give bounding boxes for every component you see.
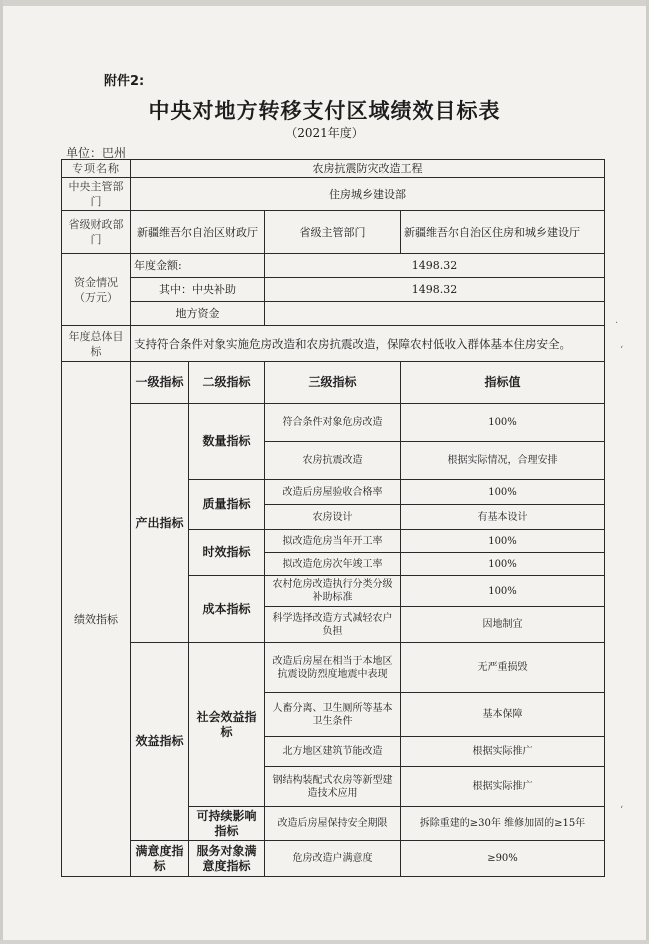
unit-label: 单位：巴州 (66, 146, 127, 160)
indicator-value: 拆除重建的≥30年 维修加固的≥15年 (401, 807, 605, 841)
col-header-level2: 二级指标 (189, 362, 265, 404)
central-dept-label: 中央主管部门 (62, 178, 131, 211)
indicator-name: 农房抗震改造 (265, 442, 401, 480)
indicator-value: 基本保障 (401, 693, 605, 737)
sustainable-impact-indicator-label: 可持续影响指标 (189, 807, 265, 841)
prov-dept-value: 新疆维吾尔自治区住房和城乡建设厅 (401, 211, 605, 254)
scan-edge-bottom (0, 940, 649, 944)
central-subsidy-value: 1498.32 (265, 278, 605, 302)
funds-label: 资金情况（万元） (62, 254, 131, 326)
indicator-name: 改造后房屋在相当于本地区抗震设防烈度地震中表现 (265, 643, 401, 693)
annual-amount-value: 1498.32 (265, 254, 605, 278)
prov-finance-value: 新疆维吾尔自治区财政厅 (131, 211, 265, 254)
output-indicator-label: 产出指标 (131, 404, 189, 643)
col-header-value: 指标值 (401, 362, 605, 404)
performance-label: 绩效指标 (62, 362, 131, 877)
central-subsidy-label: 其中：中央补助 (131, 278, 265, 302)
indicator-name: 农房设计 (265, 505, 401, 530)
prov-dept-label: 省级主管部门 (265, 211, 401, 254)
annual-amount-label: 年度金额: (131, 254, 265, 278)
indicator-name: 符合条件对象危房改造 (265, 404, 401, 442)
scan-speck: · (615, 318, 619, 329)
timeliness-indicator-label: 时效指标 (189, 530, 265, 576)
scan-speck: ʻ (620, 345, 624, 356)
year-label: （2021年度） (285, 126, 364, 140)
indicator-name: 农村危房改造执行分类分级补助标准 (265, 576, 401, 607)
indicator-name: 拟改造危房次年竣工率 (265, 553, 401, 576)
indicator-value: 有基本设计 (401, 505, 605, 530)
performance-target-table (61, 159, 605, 877)
indicator-name: 危房改造户满意度 (265, 841, 401, 877)
indicator-name: 拟改造危房当年开工率 (265, 530, 401, 553)
indicator-name: 改造后房屋保持安全期限 (265, 807, 401, 841)
indicator-value: 100% (401, 553, 605, 576)
indicator-name: 人畜分离、卫生厕所等基本卫生条件 (265, 693, 401, 737)
indicator-name: 科学选择改造方式减轻农户负担 (265, 607, 401, 643)
indicator-value: 100% (401, 576, 605, 607)
annex-label: 附件2: (104, 74, 145, 89)
annual-goal-label: 年度总体目标 (62, 326, 131, 362)
project-name-label: 专项名称 (62, 160, 131, 178)
project-name-value: 农房抗震防灾改造工程 (131, 160, 605, 178)
indicator-name: 钢结构装配式农房等新型建造技术应用 (265, 767, 401, 807)
indicator-value: 100% (401, 404, 605, 442)
scan-speck: ʻ (620, 805, 624, 816)
scan-edge-top (0, 0, 649, 6)
annual-goal-value: 支持符合条件对象实施危房改造和农房抗震改造，保障农村低收入群体基本住房安全。 (131, 326, 605, 362)
quantity-indicator-label: 数量指标 (189, 404, 265, 480)
local-funds-value (265, 302, 605, 326)
indicator-name: 改造后房屋验收合格率 (265, 480, 401, 505)
col-header-level1: 一级指标 (131, 362, 189, 404)
page-title: 中央对地方转移支付区域绩效目标表 (148, 98, 501, 123)
prov-finance-label: 省级财政部门 (62, 211, 131, 254)
indicator-value: 无严重损毁 (401, 643, 605, 693)
indicator-value: 100% (401, 480, 605, 505)
indicator-value: 因地制宜 (401, 607, 605, 643)
central-dept-value: 住房城乡建设部 (131, 178, 605, 211)
satisfaction-indicator-label: 满意度指标 (131, 841, 189, 877)
indicator-value: ≥90% (401, 841, 605, 877)
indicator-value: 根据实际情况，合理安排 (401, 442, 605, 480)
quality-indicator-label: 质量指标 (189, 480, 265, 530)
indicator-value: 100% (401, 530, 605, 553)
local-funds-label: 地方资金 (131, 302, 265, 326)
scan-edge-left (0, 0, 3, 944)
social-benefit-indicator-label: 社会效益指标 (189, 643, 265, 807)
benefit-indicator-label: 效益指标 (131, 643, 189, 841)
col-header-level3: 三级指标 (265, 362, 401, 404)
indicator-value: 根据实际推广 (401, 737, 605, 767)
indicator-value: 根据实际推广 (401, 767, 605, 807)
cost-indicator-label: 成本指标 (189, 576, 265, 643)
indicator-name: 北方地区建筑节能改造 (265, 737, 401, 767)
service-satisfaction-indicator-label: 服务对象满意度指标 (189, 841, 265, 877)
